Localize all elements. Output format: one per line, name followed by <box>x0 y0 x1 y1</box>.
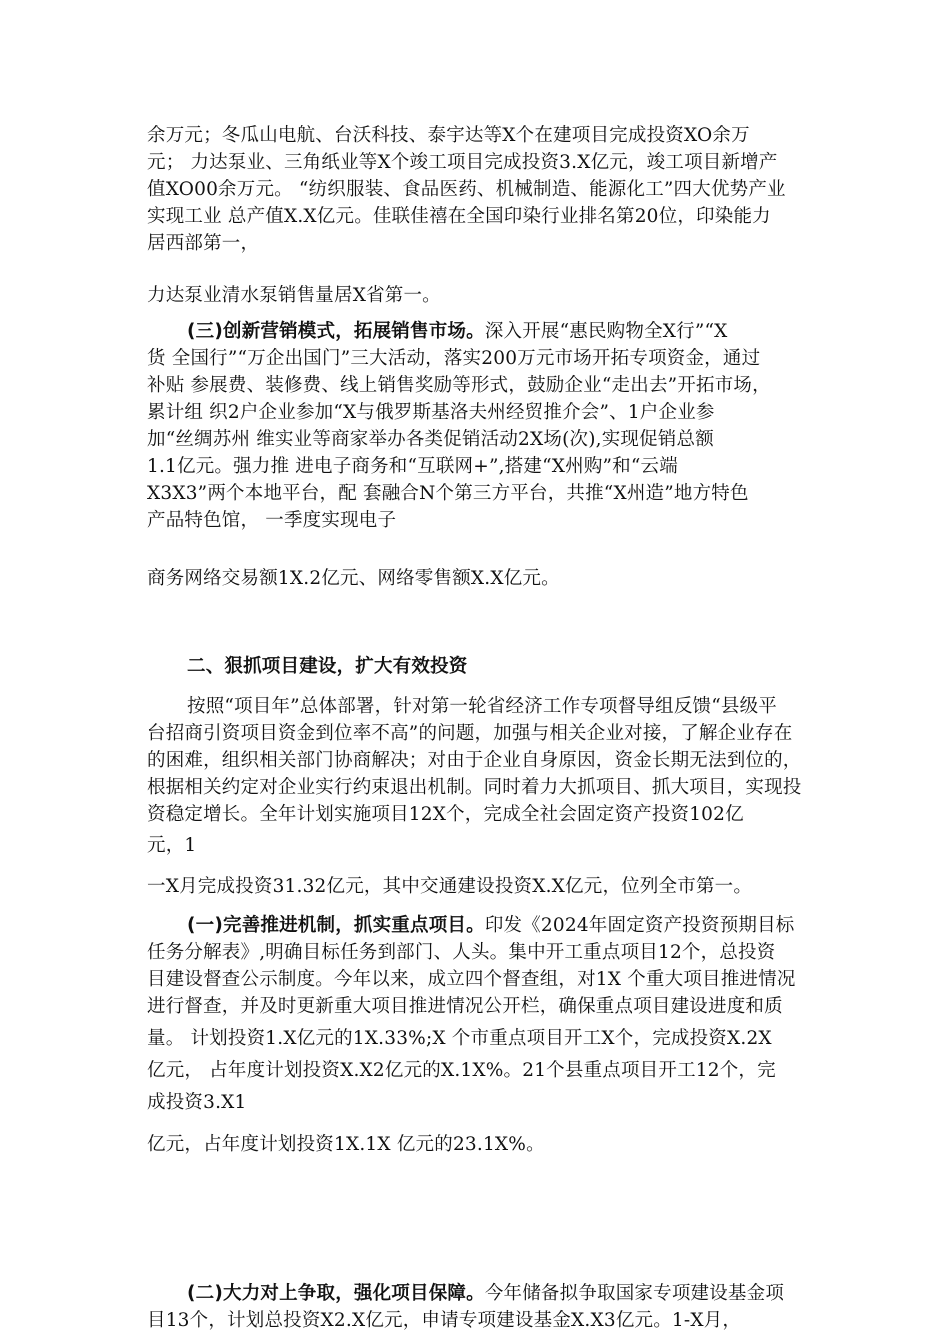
paragraph-line: 产品特色馆， 一季度实现电子 <box>147 510 397 531</box>
paragraph-first-line <box>187 318 728 345</box>
paragraph-text: 深入开展“惠民购物全X行”“X <box>484 321 728 342</box>
paragraph-line: 目13个，计划总投资X2.X亿元，申请专项建设基金X.X3亿元。1-X月， <box>147 1310 742 1331</box>
paragraph-first-line <box>187 1280 784 1307</box>
paragraph-line: 商务网络交易额1X.2亿元、网络零售额X.X亿元。 <box>147 568 560 589</box>
paragraph-line: 值XO00余万元。 “纺织服装、食品医药、机械制造、能源化工”四大优势产业 <box>147 179 786 200</box>
paragraph-line: 根据相关约定对企业实行约束退出机制。同时着力大抓项目、抓大项目，实现投 <box>147 777 802 798</box>
paragraph-line: 居西部第一， <box>147 233 260 254</box>
paragraph-line: 余万元；冬瓜山电航、台沃科技、泰宇达等X个在建项目完成投资XO余万 <box>147 125 750 146</box>
paragraph-line: 元，1 <box>147 835 197 856</box>
paragraph-line: 目建设督查公示制度。今年以来，成立四个督查组，对1X 个重大项目推进情况 <box>147 969 796 990</box>
paragraph-text: 今年储备拟争取国家专项建设基金项 <box>484 1283 785 1304</box>
paragraph-line: 1.1亿元。强力推 进电子商务和“互联网+”,搭建“X州购”和“云端 <box>147 456 678 477</box>
paragraph-line: 元； 力达泵业、三角纸业等X个竣工项目完成投资3.X亿元，竣工项目新增产 <box>147 152 778 173</box>
paragraph-line: 累计组 织2户企业参加“X与俄罗斯基洛夫州经贸推介会”、1户企业参 <box>147 402 715 423</box>
section-heading: 二、狠抓项目建设，扩大有效投资 <box>187 656 468 677</box>
paragraph-line: 的困难，组织相关部门协商解决；对由于企业自身原因，资金长期无法到位的， <box>147 750 802 771</box>
paragraph-line: 补贴 参展费、装修费、线上销售奖励等形式，鼓励企业“走出去”开拓市场， <box>147 375 771 396</box>
subsection-title: (三)创新营销模式，拓展销售市场。 <box>187 321 485 342</box>
paragraph-line: 亿元， 占年度计划投资X.X2亿元的X.1X%。21个县重点项目开工12个，完 <box>147 1060 776 1081</box>
subsection-title: (一)完善推进机制，抓实重点项目。 <box>187 915 485 936</box>
paragraph-line: 力达泵业清水泵销售量居X省第一。 <box>147 285 441 306</box>
paragraph-line: 一X月完成投资31.32亿元，其中交通建设投资X.X亿元，位列全市第一。 <box>147 876 753 897</box>
paragraph-line: 成投资3.X1 <box>147 1092 247 1113</box>
subsection-title: (二)大力对上争取，强化项目保障。 <box>187 1283 485 1304</box>
paragraph-line: 资稳定增长。全年计划实施项目12X个，完成全社会固定资产投资102亿 <box>147 804 744 825</box>
paragraph-text: 印发《2024年固定资产投资预期目标 <box>484 915 795 936</box>
paragraph-line: 亿元，占年度计划投资1X.1X 亿元的23.1X%。 <box>147 1134 545 1155</box>
paragraph-first-line <box>187 912 795 939</box>
paragraph-first-line: 按照“项目年”总体部署，针对第一轮省经济工作专项督导组反馈“县级平 <box>187 696 777 717</box>
paragraph-line: 进行督查，并及时更新重大项目推进情况公开栏，确保重点项目建设进度和质 <box>147 996 783 1017</box>
paragraph-line: 实现工业 总产值X.X亿元。佳联佳禧在全国印染行业排名第20位，印染能力 <box>147 206 771 227</box>
paragraph-line: 量。 计划投资1.X亿元的1X.33%;X 个市重点项目开工X个，完成投资X.2X <box>147 1028 772 1049</box>
paragraph-line: 任务分解表》,明确目标任务到部门、人头。集中开工重点项目12个，总投资 <box>147 942 776 963</box>
paragraph-line: 加“丝绸苏州 维实业等商家举办各类促销活动2X场(次),实现促销总额 <box>147 429 714 450</box>
paragraph-line: X3X3”两个本地平台，配 套融合N个第三方平台，共推“X州造”地方特色 <box>147 483 749 504</box>
paragraph-line: 台招商引资项目资金到位率不高”的问题，加强与相关企业对接，了解企业存在 <box>147 723 793 744</box>
paragraph-line: 货 全国行”“万企出国门”三大活动，落实200万元市场开拓专项资金，通过 <box>147 348 761 369</box>
